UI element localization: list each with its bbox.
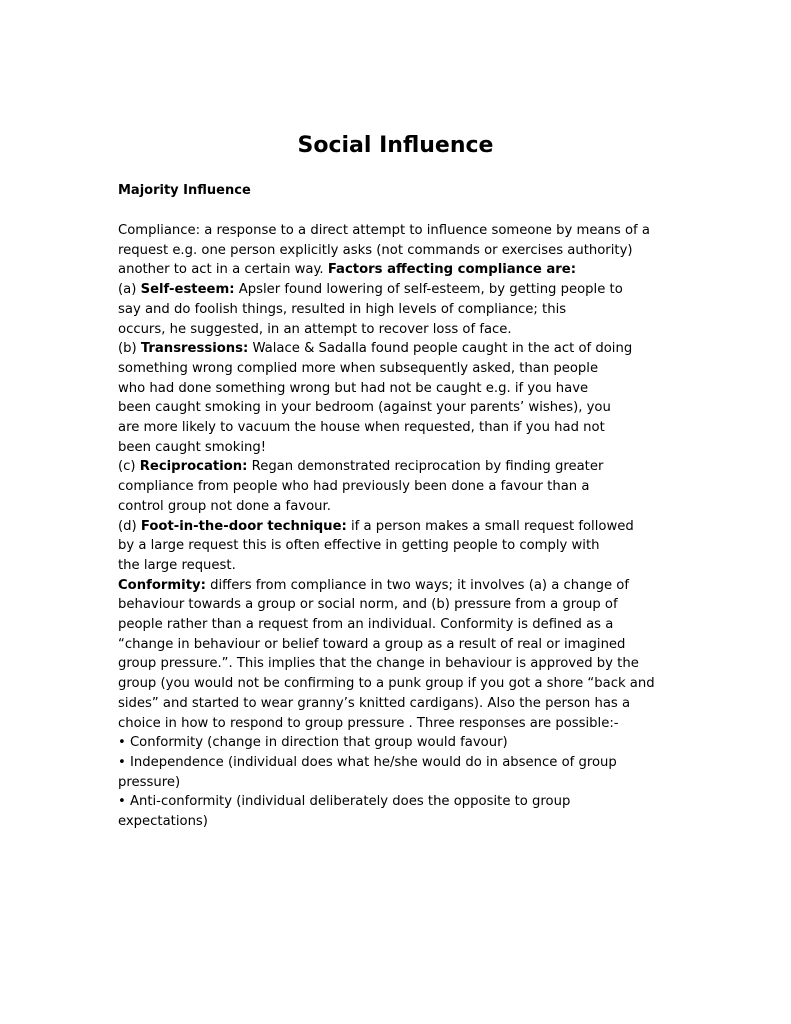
text-line: say and do foolish things, resulted in high levels of compliance; this [118,301,567,317]
text-line: pressure) [118,774,181,790]
self-esteem-label: Self-esteem: [140,282,235,298]
text-line: been caught smoking in your bedroom (against your parents’ wishes), you [118,400,611,416]
text-line: occurs, he suggested, in an attempt to recover loss of face. [118,321,512,337]
list-item [118,792,678,812]
text-fragment: Walace & Sadalla found people caught in the act of doing [248,341,633,357]
text-line: are more likely to vacuum the house when requested, than if you had not [118,420,605,436]
text-fragment: another to act in a certain way. [118,262,328,278]
item-prefix: (c) [118,459,140,475]
foot-in-door-label: Foot-in-the-door technique: [140,518,347,534]
factors-label: Factors affecting compliance are: [327,262,577,278]
text-line: compliance from people who had previously been done a favour than a [118,479,590,495]
text-line: request e.g. one person explicitly asks (not commands or exercises authority) [118,242,633,258]
text-line: the large request. [118,557,236,573]
text-line: control group not done a favour. [118,498,331,514]
text-line: who had done something wrong but had not be caught e.g. if you have [118,380,589,396]
text-fragment: if a person makes a small request followed [346,518,634,534]
text-line: Compliance: a response to a direct attempt to influence someone by means of a [118,223,650,238]
item-prefix: (b) [118,341,141,357]
text-line: sides” and started to wear granny’s knitted cardigans). Also the person has a [118,695,631,711]
text-fragment: Independence (individual does what he/she would do in absence of group [125,754,617,770]
text-line [118,260,678,280]
list-item [118,733,678,753]
text-line: group pressure.”. This implies that the change in behaviour is approved by the [118,656,639,672]
conformity-label: Conformity: [118,577,206,593]
bullet-icon: • [118,794,126,810]
text-line: expectations) [118,814,208,830]
item-prefix: (d) [118,518,141,534]
text-line: people rather than a request from an individual. Conformity is defined as a [118,617,614,633]
text-line [118,517,678,537]
document-body [118,221,678,832]
section-heading: Majority Influence [118,183,251,198]
text-line: behaviour towards a group or social norm, and (b) pressure from a group of [118,597,618,613]
text-fragment: Conformity (change in direction that group would favour) [125,735,508,751]
text-line: been caught smoking! [118,439,267,455]
transgressions-label: Transressions: [140,341,249,357]
text-line [118,339,678,359]
text-fragment: differs from compliance in two ways; it involves (a) a change of [205,577,629,593]
bullet-icon: • [118,754,126,770]
text-fragment: Anti-conformity (individual deliberately does the opposite to group [125,794,571,810]
text-line: something wrong complied more when subsequently asked, than people [118,360,599,376]
text-line [118,280,678,300]
bullet-icon: • [118,735,126,751]
text-line: group (you would not be confirming to a punk group if you got a shore “back and [118,676,655,692]
item-prefix: (a) [118,282,141,298]
text-line: by a large request this is often effective in getting people to comply with [118,538,600,554]
text-line [118,576,678,596]
text-line: choice in how to respond to group pressure . Three responses are possible:- [118,715,619,731]
text-fragment: Regan demonstrated reciprocation by finding greater [247,459,604,475]
text-line [118,457,678,477]
text-fragment: Apsler found lowering of self-esteem, by getting people to [234,282,623,298]
page-title: Social Influence [297,133,494,158]
list-item [118,753,678,773]
text-line: “change in behaviour or belief toward a group as a result of real or imagined [118,636,626,652]
reciprocation-label: Reciprocation: [139,459,248,475]
